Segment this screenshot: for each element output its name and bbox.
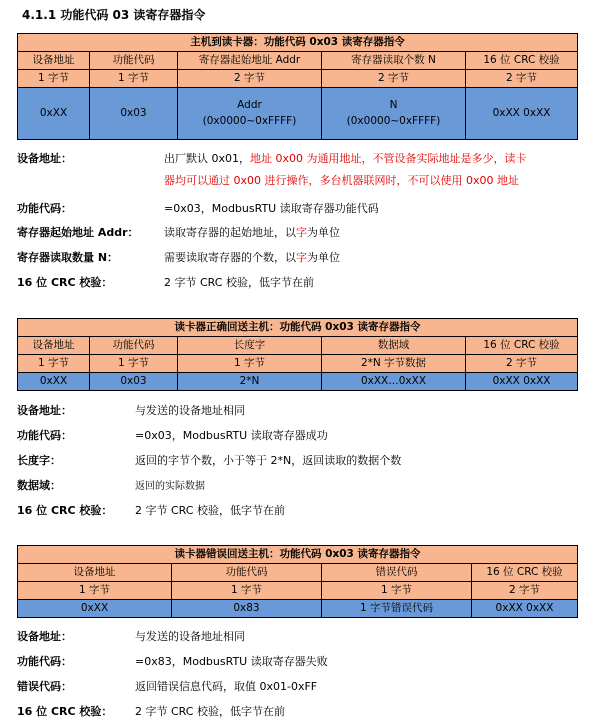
field-label: 16 位 CRC 校验：: [17, 276, 113, 289]
size-cell: 1 字节: [18, 355, 90, 373]
header-cell: 错误代码: [322, 564, 472, 582]
header-cell: 数据域: [322, 337, 466, 355]
field-description: =0x03，ModbusRTU 读取寄存器功能代码: [164, 202, 379, 215]
size-cell: 1 字节: [90, 355, 178, 373]
size-cell: 2*N 字节数据: [322, 355, 466, 373]
field-description: 返回错误信息代码，取值 0x01-0xFF: [135, 680, 318, 693]
table-caption: 读卡器错误回送主机：功能代码 0x03 读寄存器指令: [18, 546, 578, 564]
header-cell: 16 位 CRC 校验: [466, 337, 578, 355]
header-cell: 16 位 CRC 校验: [466, 52, 578, 70]
value-cell: 0xXX: [18, 88, 90, 140]
field-label: 长度字：: [17, 454, 61, 467]
value-cell: 0xXX 0xXX: [466, 373, 578, 391]
value-range: (0x0000~0xFFFF): [346, 114, 441, 127]
value-main: Addr: [237, 99, 262, 112]
field-label: 功能代码：: [17, 655, 72, 668]
value-cell: 0x03: [90, 373, 178, 391]
field-description: 读取寄存器的起始地址，以字为单位: [164, 226, 340, 239]
size-cell: 1 字节: [172, 582, 322, 600]
field-label: 设备地址：: [17, 404, 72, 417]
field-description: 需要读取寄存器的个数，以字为单位: [164, 251, 340, 264]
field-description: 出厂默认 0x01，地址 0x00 为通用地址，不管设备实际地址是多少，读卡: [164, 152, 527, 165]
field-description: 2 字节 CRC 校验，低字节在前: [135, 504, 285, 517]
header-cell: 功能代码: [90, 52, 178, 70]
field-description: 器均可以通过 0x00 进行操作，多台机器联网时，不可以使用 0x00 地址: [164, 174, 519, 187]
value-cell: 0x03: [90, 88, 178, 140]
error-response-table: [17, 545, 578, 618]
field-label: 寄存器读取数量 N：: [17, 251, 119, 264]
value-cell: 0xXX 0xXX: [472, 600, 578, 618]
size-cell: 1 字节: [178, 355, 322, 373]
value-cell: 0xXX: [18, 373, 90, 391]
field-description: 与发送的设备地址相同: [135, 630, 245, 643]
header-cell: 设备地址: [18, 337, 90, 355]
value-cell: [178, 88, 322, 140]
success-response-table: [17, 318, 578, 391]
size-cell: 1 字节: [90, 70, 178, 88]
size-cell: 1 字节: [18, 70, 90, 88]
field-description: =0x83，ModbusRTU 读取寄存器失败: [135, 655, 328, 668]
field-label: 功能代码：: [17, 429, 72, 442]
value-range: (0x0000~0xFFFF): [202, 114, 297, 127]
section-heading: 4.1.1 功能代码 03 读寄存器指令: [22, 8, 206, 22]
value-cell: 2*N: [178, 373, 322, 391]
request-frame-table: [17, 33, 578, 140]
size-cell: 2 字节: [178, 70, 322, 88]
value-cell: 1 字节错误代码: [322, 600, 472, 618]
field-label: 设备地址：: [17, 630, 72, 643]
field-description: 2 字节 CRC 校验，低字节在前: [164, 276, 314, 289]
field-label: 寄存器起始地址 Addr：: [17, 226, 139, 239]
header-cell: 设备地址: [18, 564, 172, 582]
header-cell: 设备地址: [18, 52, 90, 70]
value-cell: [322, 88, 466, 140]
field-description: =0x03，ModbusRTU 读取寄存器成功: [135, 429, 328, 442]
header-cell: 功能代码: [90, 337, 178, 355]
size-cell: 2 字节: [466, 70, 578, 88]
header-cell: 寄存器起始地址 Addr: [178, 52, 322, 70]
header-cell: 寄存器读取个数 N: [322, 52, 466, 70]
size-cell: 2 字节: [472, 582, 578, 600]
value-cell: 0xXX: [18, 600, 172, 618]
header-cell: 功能代码: [172, 564, 322, 582]
field-label: 错误代码：: [17, 680, 72, 693]
table-caption: 读卡器正确回送主机：功能代码 0x03 读寄存器指令: [18, 319, 578, 337]
value-cell: 0x83: [172, 600, 322, 618]
table-caption: 主机到读卡器：功能代码 0x03 读寄存器指令: [18, 34, 578, 52]
field-label: 数据域：: [17, 479, 61, 492]
field-label: 16 位 CRC 校验：: [17, 705, 113, 718]
field-label: 功能代码：: [17, 202, 72, 215]
field-label: 设备地址：: [17, 152, 72, 165]
size-cell: 1 字节: [18, 582, 172, 600]
value-main: N: [389, 99, 398, 112]
header-cell: 长度字: [178, 337, 322, 355]
value-cell: 0xXX 0xXX: [466, 88, 578, 140]
field-description: 2 字节 CRC 校验，低字节在前: [135, 705, 285, 718]
field-description: 返回的实际数据: [135, 481, 205, 492]
size-cell: 2 字节: [322, 70, 466, 88]
field-description: 返回的字节个数，小于等于 2*N，返回读取的数据个数: [135, 454, 402, 467]
size-cell: 2 字节: [466, 355, 578, 373]
field-label: 16 位 CRC 校验：: [17, 504, 113, 517]
value-cell: 0xXX…0xXX: [322, 373, 466, 391]
header-cell: 16 位 CRC 校验: [472, 564, 578, 582]
field-description: 与发送的设备地址相同: [135, 404, 245, 417]
size-cell: 1 字节: [322, 582, 472, 600]
